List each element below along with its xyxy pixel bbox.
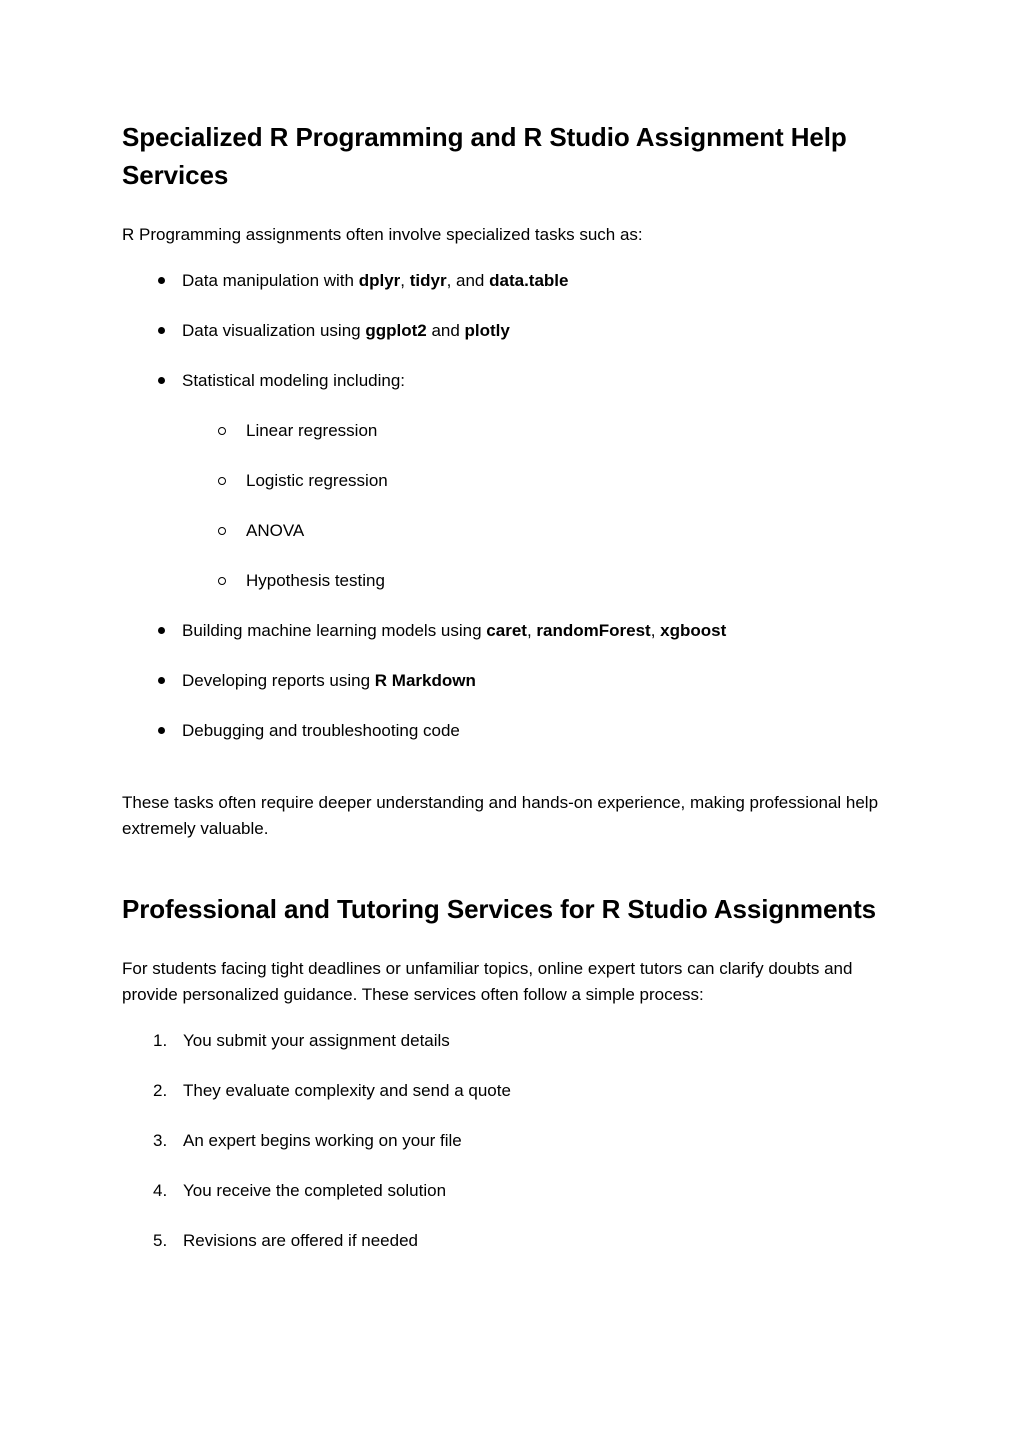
spacer [122, 1008, 902, 1028]
list-item-label: They evaluate complexity and send a quote [183, 1081, 511, 1100]
sub-list-item-label: ANOVA [246, 521, 305, 540]
plain-text: Debugging and troubleshooting code [182, 721, 460, 740]
services-paragraph: For students facing tight deadlines or unfamiliar topics, online expert tutors can clarify doubts and provide personalized guidance. These services often follow a simple process: [122, 959, 853, 1004]
task-bullet-list [122, 268, 902, 744]
list-item [122, 618, 902, 644]
emphasis-text: tidyr [409, 271, 447, 290]
list-item-label: An expert begins working on your file [183, 1131, 462, 1150]
plain-text: , [400, 271, 410, 290]
list-item [122, 668, 902, 694]
plain-text: , [650, 621, 661, 640]
bullet-disc-icon [158, 327, 165, 334]
list-item-number: 5. [153, 1231, 168, 1250]
bullet-circle-icon [218, 427, 226, 435]
list-item-label [182, 621, 726, 640]
list-item-label [182, 721, 460, 740]
bullet-disc-icon [158, 627, 165, 634]
list-item [122, 368, 902, 594]
bullet-disc-icon [158, 377, 165, 384]
sub-bullet-list [182, 418, 902, 594]
emphasis-text: plotly [464, 321, 510, 340]
list-item-label [182, 321, 510, 340]
plain-text: , and [446, 271, 490, 290]
emphasis-text: dplyr [358, 271, 401, 290]
list-item-number: 4. [153, 1181, 168, 1200]
sub-list-item-label: Linear regression [246, 421, 378, 440]
list-item-label: You submit your assignment details [183, 1031, 450, 1050]
sub-list-item [182, 518, 902, 544]
emphasis-text: data.table [489, 271, 569, 290]
document-body [122, 118, 902, 1254]
bullet-circle-icon [218, 577, 226, 585]
spacer [122, 194, 902, 222]
sub-list-item [182, 468, 902, 494]
emphasis-text: caret [486, 621, 527, 640]
list-item-label [182, 271, 568, 290]
plain-text: Developing reports using [182, 671, 375, 690]
emphasis-text: R Markdown [374, 671, 476, 690]
list-item [122, 1228, 902, 1254]
list-item [122, 318, 902, 344]
list-item-label: Revisions are offered if needed [183, 1231, 419, 1250]
list-item-label: You receive the completed solution [183, 1181, 447, 1200]
list-item [122, 1128, 902, 1154]
list-item [122, 1178, 902, 1204]
bullet-disc-icon [158, 727, 165, 734]
bullet-circle-icon [218, 527, 226, 535]
list-item-label [182, 671, 476, 690]
list-item [122, 718, 902, 744]
page-title: Specialized R Programming and R Studio Assignment Help Services [122, 122, 847, 190]
list-item-label [182, 371, 405, 390]
plain-text: Data visualization using [182, 321, 366, 340]
process-step-list [122, 1028, 902, 1254]
plain-text: Statistical modeling including: [182, 371, 406, 390]
spacer [122, 928, 902, 956]
sub-list-item-label: Logistic regression [246, 471, 388, 490]
bullet-circle-icon [218, 477, 226, 485]
spacer [122, 248, 902, 268]
emphasis-text: xgboost [660, 621, 727, 640]
list-item-number: 1. [153, 1031, 168, 1050]
intro-paragraph: R Programming assignments often involve specialized tasks such as: [122, 225, 643, 244]
plain-text: and [426, 321, 465, 340]
list-item-number: 2. [153, 1081, 168, 1100]
emphasis-text: randomForest [536, 621, 651, 640]
sub-list-item [182, 568, 902, 594]
list-item [122, 1078, 902, 1104]
plain-text: , [526, 621, 537, 640]
sub-list-item [182, 418, 902, 444]
list-item [122, 268, 902, 294]
spacer [122, 842, 902, 890]
list-item [122, 1028, 902, 1054]
plain-text: Building machine learning models using [182, 621, 487, 640]
bullet-disc-icon [158, 677, 165, 684]
emphasis-text: ggplot2 [365, 321, 427, 340]
list-item-number: 3. [153, 1131, 168, 1150]
spacer [122, 744, 902, 790]
closing-paragraph: These tasks often require deeper understanding and hands-on experience, making professional help extremely valuable. [122, 793, 879, 838]
bullet-disc-icon [158, 277, 165, 284]
sub-list-item-label: Hypothesis testing [246, 571, 385, 590]
section-heading-services: Professional and Tutoring Services for R Studio Assignments [122, 894, 877, 924]
plain-text: Data manipulation with [182, 271, 359, 290]
